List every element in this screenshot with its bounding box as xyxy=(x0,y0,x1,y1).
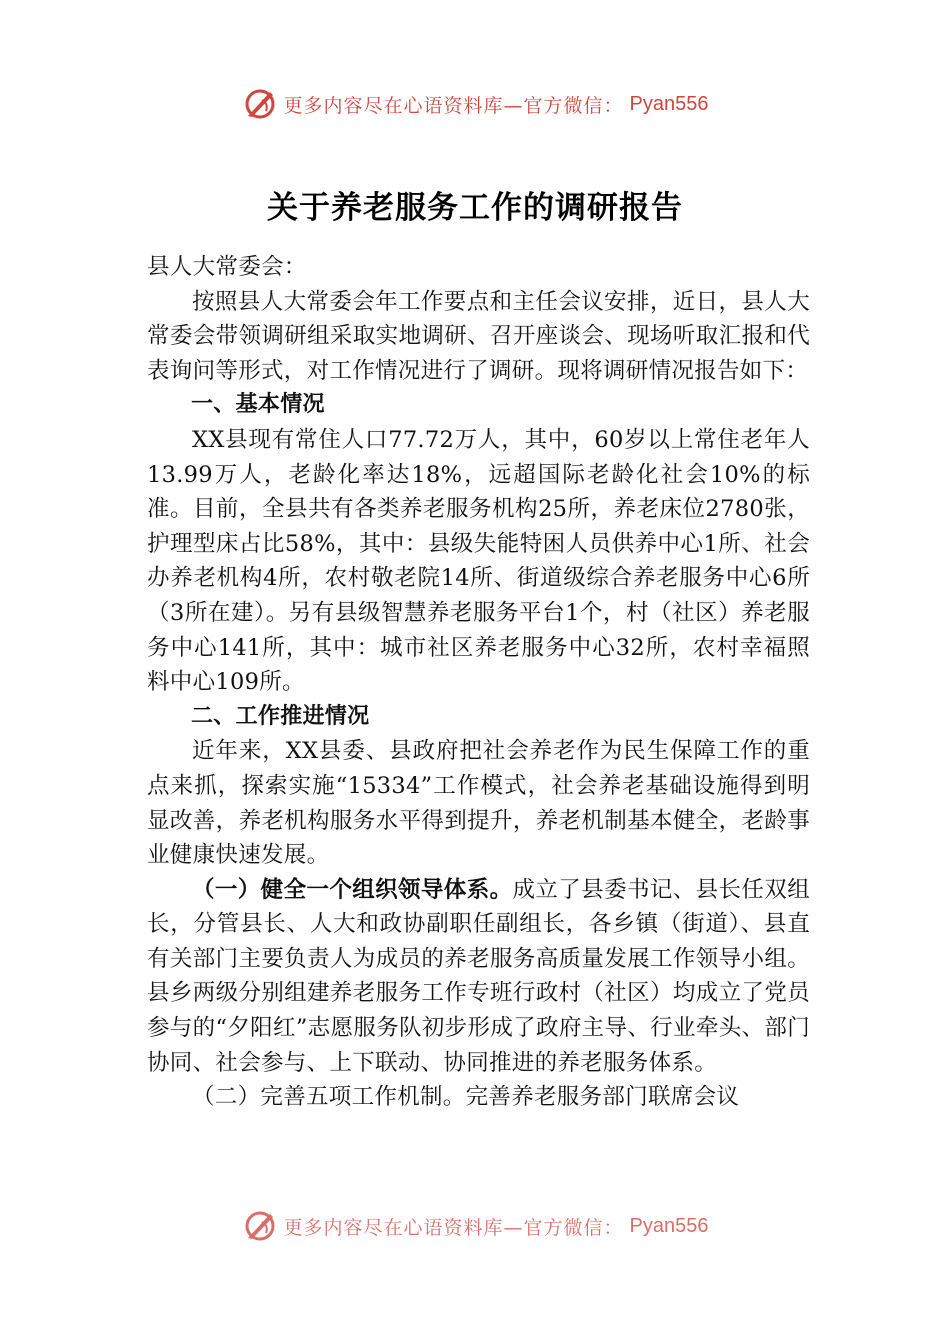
item-1-paragraph xyxy=(147,873,810,1081)
item-1-title: （一）健全一个组织领导体系。 xyxy=(192,876,513,903)
document-title: 关于养老服务工作的调研报告 xyxy=(267,190,683,226)
section-1-heading: 一、基本情况 xyxy=(191,392,325,418)
document-body xyxy=(147,250,810,1115)
quill-logo-icon xyxy=(242,1208,278,1244)
item-2-paragraph xyxy=(147,1080,810,1115)
item-2-title: （二）完善五项工作机制。 xyxy=(192,1084,466,1111)
footer-watermark xyxy=(0,1206,950,1246)
quill-logo-icon xyxy=(242,86,278,122)
salutation: 县人大常委会： xyxy=(147,254,307,280)
item-1-body: 成立了县委书记、县长任双组长，分管县长、人大和政协副职任副组长，各乡镇（街道）、县直有关部门主要负责人为成员的养老服务高质量发展工作领导小组。县乡两级分别组建养老服务工作专班行政村（社区）均成立了党员参与的“夕阳红”志愿服务队初步形成了政府主导、行业牵头、部门协同、社会参与、上下联动、协同推进的养老服务体系。 xyxy=(147,876,811,1076)
watermark-wechat-id: Pyan556 xyxy=(629,92,709,115)
section-2-body: 近年来，XX县委、县政府把社会养老作为民生保障工作的重点来抓，探索实施“15334”工作模式，社会养老基础设施得到明显改善，养老机构服务水平得到提升，养老机制基本健全，老龄事业健康快速发展。 xyxy=(147,738,810,869)
watermark-text: 更多内容尽在心语资料库—官方微信： xyxy=(283,94,624,117)
section-2-heading: 二、工作推进情况 xyxy=(191,703,370,729)
item-2-body: 完善养老服务部门联席会议 xyxy=(465,1084,740,1111)
footer-watermark-wechat-id: Pyan556 xyxy=(629,1214,709,1237)
header-watermark xyxy=(0,84,950,124)
footer-watermark-text: 更多内容尽在心语资料库—官方微信： xyxy=(283,1216,624,1239)
section-1-body: XX县现有常住人口77.72万人，其中，60岁以上常住老年人13.99万人，老龄化率达18%，远超国际老龄化社会10%的标准。目前，全县共有各类养老服务机构25所，养老床位2780张，护理型床占比58%，其中：县级失能特困人员供养中心1所、社会办养老机构4所，农村敬老院14所、街道级综合养老服务中心6所（3所在建）。另有县级智慧养老服务平台1个，村（社区）养老服务中心141所，其中：城市社区养老服务中心32所，农村幸福照料中心109所。 xyxy=(147,426,810,696)
intro-paragraph: 按照县人大常委会年工作要点和主任会议安排，近日，县人大常委会带领调研组采取实地调研、召开座谈会、现场听取汇报和代表询问等形式，对工作情况进行了调研。现将调研情况报告如下： xyxy=(147,288,810,384)
